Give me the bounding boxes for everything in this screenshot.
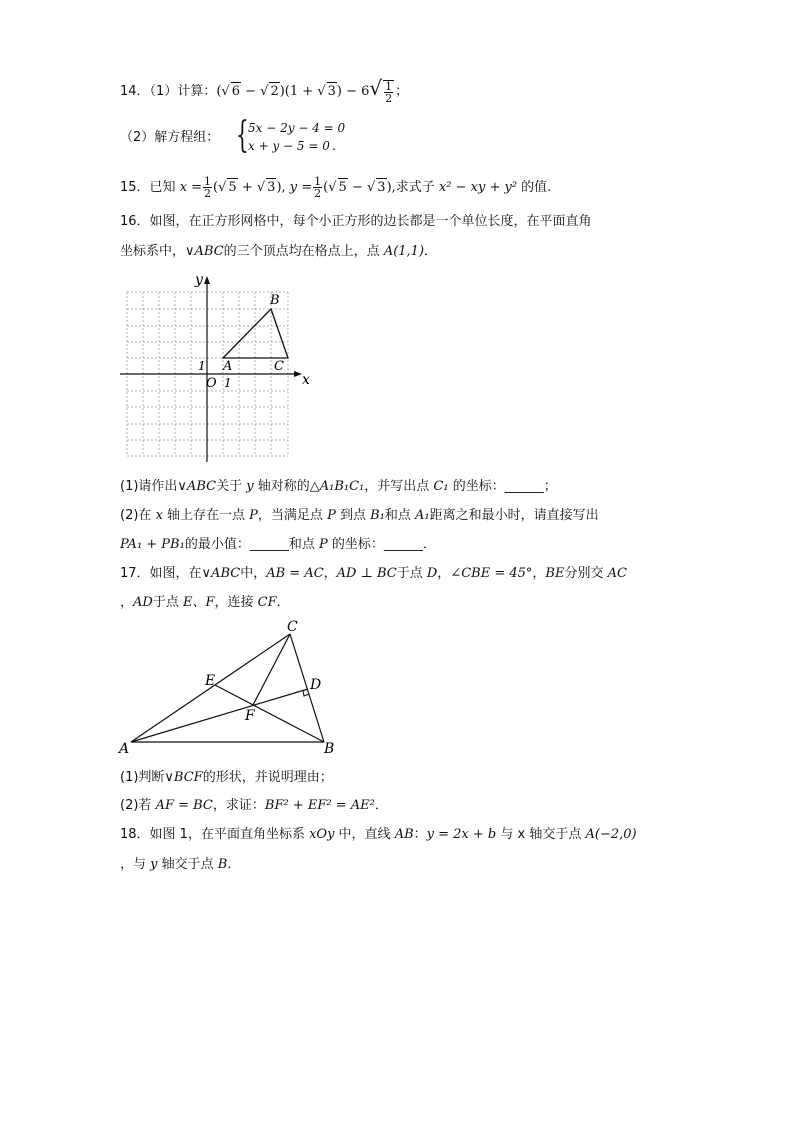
origin-label: O xyxy=(206,376,217,391)
radical-sign: √ xyxy=(367,180,376,195)
y-axis-label: y xyxy=(195,272,203,288)
text: 的坐标：______； xyxy=(448,479,557,494)
text: 中， xyxy=(240,566,267,581)
fraction-denominator: 2 xyxy=(314,187,322,200)
text: (2)若 xyxy=(120,798,156,813)
math: x² − xy + y² xyxy=(438,180,518,195)
equation-1: 5x − 2y − 4 = 0 xyxy=(248,121,346,135)
math: AC xyxy=(607,566,627,581)
math: P xyxy=(327,508,336,523)
fraction-denominator: 2 xyxy=(204,187,212,200)
math: BF² + EF² = AE² xyxy=(264,798,375,813)
math: y xyxy=(246,479,254,494)
coordinate-grid-figure xyxy=(118,268,318,468)
text: ， xyxy=(120,595,134,610)
text: (1)判断 xyxy=(120,770,165,785)
radicand: 5 xyxy=(228,180,237,195)
y-axis-arrow xyxy=(204,276,210,284)
text: 坐标系中， xyxy=(120,244,186,259)
q17-line1 xyxy=(120,565,627,583)
point-e-label: E xyxy=(205,673,216,689)
q16-sub2-line1 xyxy=(120,507,599,525)
math: C₁ xyxy=(433,479,449,494)
point-c-label: C xyxy=(274,359,284,374)
radical-sign: √ xyxy=(221,84,230,99)
q18-line1 xyxy=(120,826,637,844)
fraction-numerator: 1 xyxy=(385,79,393,93)
equation-system xyxy=(248,119,345,155)
text: ． xyxy=(227,857,241,872)
segment-be xyxy=(215,685,324,742)
q17-line2 xyxy=(120,594,290,612)
text: 分别交 xyxy=(564,566,608,581)
text: 17．如图，在 xyxy=(120,566,202,581)
math: y = 2x + b xyxy=(426,827,497,842)
text: (2)在 xyxy=(120,508,156,523)
radicand: 6 xyxy=(231,84,240,99)
text: 关于 xyxy=(216,479,247,494)
q16-line1 xyxy=(120,213,592,231)
radicand: 3 xyxy=(267,180,276,195)
segment-ad xyxy=(131,689,308,742)
point-c-label: C xyxy=(287,619,298,635)
text: ， xyxy=(323,566,337,581)
text: ，求证： xyxy=(212,798,265,813)
punct: . xyxy=(332,139,337,154)
q16-line2 xyxy=(120,243,437,261)
radical-sign: √ xyxy=(260,84,269,99)
math: CF xyxy=(257,595,277,610)
math: − xyxy=(347,180,367,195)
q16-sub2-line2 xyxy=(120,536,436,554)
text: 的三个顶点均在格点上，点 xyxy=(223,244,384,259)
text: 中，直线 xyxy=(334,827,395,842)
text: 和点 xyxy=(384,508,415,523)
segment-cf xyxy=(253,634,290,705)
text: 的值. xyxy=(517,180,552,195)
text: ， xyxy=(437,566,451,581)
radicand: 2 xyxy=(270,84,279,99)
unit-y-label: 1 xyxy=(198,359,206,373)
expr-text: ( xyxy=(216,84,222,99)
math: ∠CBE = 45° xyxy=(450,566,533,581)
math: ∨ABC xyxy=(185,244,224,259)
point-d-label: D xyxy=(310,677,322,693)
punct: ； xyxy=(395,84,409,99)
part-label: （2）解方程组： xyxy=(120,130,220,145)
math: A(−2,0) xyxy=(585,827,637,842)
text: 轴上存在一点 xyxy=(162,508,250,523)
expr-text: )(1 + xyxy=(279,84,318,99)
text: 的形状，并说明理由； xyxy=(202,770,333,785)
math: + xyxy=(237,180,257,195)
math: ( xyxy=(323,180,329,195)
text: 与 x 轴交于点 xyxy=(496,827,586,842)
math: BE xyxy=(545,566,565,581)
text: 的坐标：______． xyxy=(327,537,436,552)
math: y xyxy=(150,857,158,872)
math: A(1,1) xyxy=(383,244,425,259)
radical-sign: √ xyxy=(218,180,227,195)
equation-2: x + y − 5 = 0 xyxy=(248,139,330,153)
math: AD ⊥ BC xyxy=(336,566,397,581)
point-a-label: A xyxy=(223,359,233,374)
q16-sub1 xyxy=(120,478,557,496)
text: 求式子 xyxy=(395,180,439,195)
point-b-label: B xyxy=(324,741,335,757)
fraction-numerator: 1 xyxy=(204,175,212,188)
text: 于点 xyxy=(152,595,183,610)
radicand: 3 xyxy=(327,84,336,99)
triangle-abc xyxy=(223,309,288,358)
math: △A₁B₁C₁ xyxy=(309,479,365,494)
text: ，当满足点 xyxy=(257,508,328,523)
radicand: 3 xyxy=(377,180,386,195)
radical-sign: √ xyxy=(369,76,383,100)
text: 于点 xyxy=(396,566,427,581)
math: ), xyxy=(386,180,396,195)
expr-text: ) − 6 xyxy=(336,84,370,99)
part-label: （1）计算： xyxy=(149,84,217,99)
fraction xyxy=(383,80,394,104)
math: x = xyxy=(179,180,203,195)
fraction xyxy=(313,176,322,199)
math: D xyxy=(426,566,438,581)
q14-part2 xyxy=(120,129,219,147)
radicand: 5 xyxy=(338,180,347,195)
text: 轴对称的 xyxy=(253,479,310,494)
radical-sign: √ xyxy=(317,84,326,99)
triangle-figure xyxy=(115,615,345,760)
point-b-label: B xyxy=(270,293,280,308)
q17-sub2 xyxy=(120,797,388,815)
text: ： xyxy=(413,827,427,842)
text: 16．如图，在正方形网格中，每个小正方形的边长都是一个单位长度，在平面直角 xyxy=(120,214,592,229)
text: 15．已知 xyxy=(120,180,180,195)
math: E、F xyxy=(182,595,215,610)
point-a-label: A xyxy=(119,741,130,757)
text: ， xyxy=(532,566,546,581)
text: 轴交于点 xyxy=(157,857,218,872)
math: ∨ABC xyxy=(177,479,217,494)
math: AB xyxy=(394,827,414,842)
brace-symbol: { xyxy=(236,115,249,156)
math: y = xyxy=(289,180,313,195)
fraction-numerator: 1 xyxy=(314,175,322,188)
text: ，连接 xyxy=(214,595,258,610)
math: B xyxy=(217,857,228,872)
radical-sign: √ xyxy=(328,180,337,195)
q15-text xyxy=(120,176,551,199)
text: (1)请作出 xyxy=(120,479,178,494)
x-axis-arrow xyxy=(294,371,302,377)
math: ∨ABC xyxy=(201,566,241,581)
text: ，与 xyxy=(120,857,151,872)
q17-sub1 xyxy=(120,769,333,787)
text: ，并写出点 xyxy=(364,479,434,494)
math: P xyxy=(318,537,328,552)
math: AF = BC xyxy=(155,798,213,813)
math: B₁ xyxy=(370,508,385,523)
x-axis-label: x xyxy=(302,372,310,388)
math: AD xyxy=(133,595,153,610)
q14-part1 xyxy=(120,76,409,105)
text: 18．如图 1，在平面直角坐标系 xyxy=(120,827,310,842)
math: ∨BCF xyxy=(164,770,203,785)
text: ． xyxy=(276,595,290,610)
radical-sign: √ xyxy=(256,180,266,195)
text: ． xyxy=(374,798,388,813)
expr-text: − xyxy=(240,84,261,99)
q14-end xyxy=(332,138,336,156)
point-f-label: F xyxy=(245,708,255,724)
math: x xyxy=(155,508,163,523)
text: 到点 xyxy=(335,508,371,523)
fraction xyxy=(203,176,212,199)
question-number: 14． xyxy=(120,84,150,99)
q18-line2 xyxy=(120,856,240,874)
unit-x-label: 1 xyxy=(224,376,232,390)
math: ), xyxy=(276,180,290,195)
math: xOy xyxy=(309,827,335,842)
text: 的最小值：______和点 xyxy=(184,537,319,552)
text: 距离之和最小时，请直接写出 xyxy=(429,508,599,523)
math: P xyxy=(249,508,258,523)
fraction-denominator: 2 xyxy=(385,91,393,105)
text: ． xyxy=(424,244,438,259)
math: A₁ xyxy=(414,508,430,523)
math: AB = AC xyxy=(266,566,324,581)
math: PA₁ + PB₁ xyxy=(120,537,185,552)
math: ( xyxy=(213,180,219,195)
